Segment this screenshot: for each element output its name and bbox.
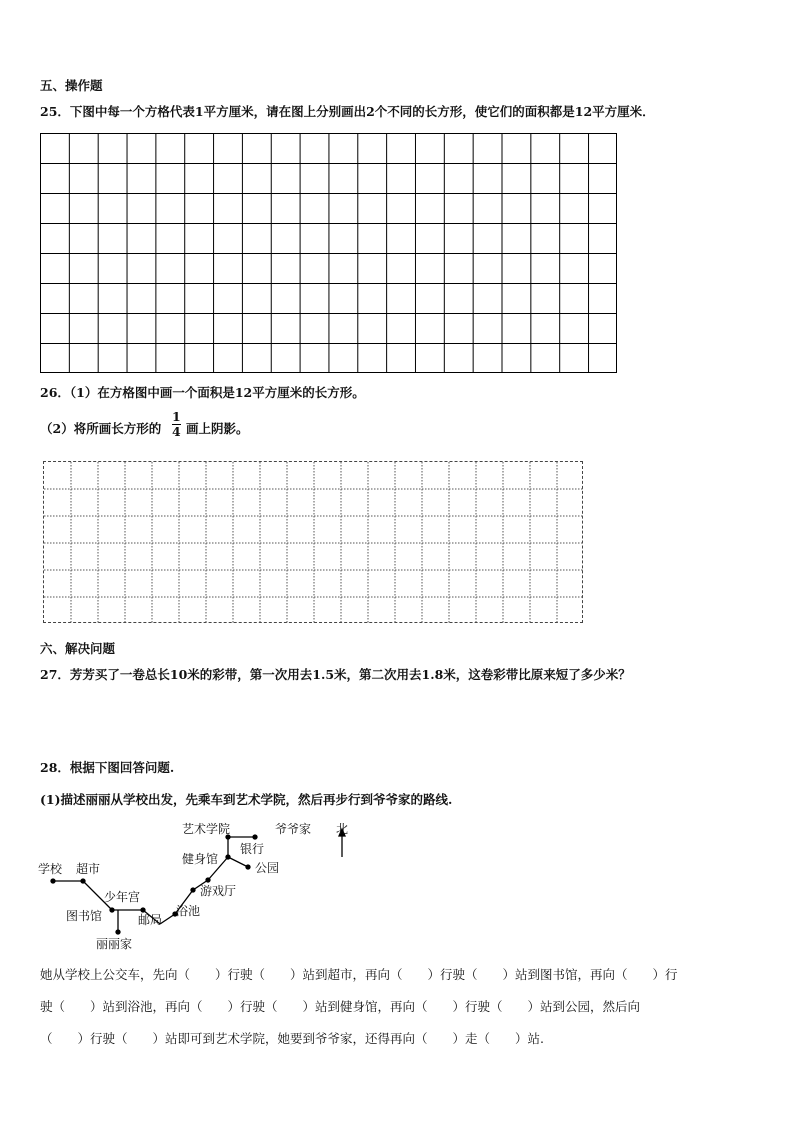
question-28-part1: (1)描述丽丽从学校出发，先乘车到艺术学院，然后再步行到爷爷家的路线. — [40, 792, 453, 807]
fraction-one-quarter — [172, 410, 181, 439]
fraction-denominator: 4 — [172, 424, 181, 439]
section-title-problems: 六、解决问题 — [40, 641, 116, 656]
dotted-grid-lines — [44, 462, 584, 624]
map-label-arcade: 游戏厅 — [200, 884, 237, 898]
map-label-bath: 浴池 — [176, 904, 201, 918]
map-label-youth-palace: 少年宫 — [104, 890, 141, 904]
map-label-supermarket: 超市 — [76, 862, 101, 876]
question-25: 25．下图中每一个方格代表1平方厘米，请在图上分别画出2个不同的长方形，使它们的面积都是12平方厘米． — [40, 104, 655, 119]
question-26-part1: 26．（1）在方格图中画一个面积是12平方厘米的长方形。 — [40, 385, 365, 400]
map-label-art-academy: 艺术学院 — [182, 822, 231, 836]
question-26-part2-suffix: 画上阴影。 — [186, 421, 249, 436]
square-grid-q25[interactable] — [40, 133, 617, 373]
map-label-school: 学校 — [38, 862, 63, 876]
section-title-operations: 五、操作题 — [40, 78, 103, 93]
question-27: 27．芳芳买了一卷总长10米的彩带，第一次用去1.5米，第二次用去1.8米，这卷彩带比原来短了多少米？ — [40, 667, 631, 682]
question-28-fill-line3[interactable]: （ ）行驶（ ）站即可到艺术学院，她要到爷爷家，还得再向（ ）走（ ）站. — [40, 1031, 544, 1046]
map-label-post-office: 邮局 — [138, 913, 163, 927]
question-28-fill-line2[interactable]: 驶（ ）站到浴池，再向（ ）行驶（ ）站到健身馆，再向（ ）行驶（ ）站到公园，然后向 — [40, 999, 641, 1014]
question-28-title: 28．根据下图回答问题. — [40, 760, 175, 775]
dotted-grid-q26[interactable] — [43, 461, 583, 623]
map-label-gym: 健身馆 — [182, 852, 219, 866]
map-label-library: 图书馆 — [66, 909, 103, 923]
route-map — [30, 815, 370, 955]
question-28-fill-line1[interactable]: 她从学校上公交车，先向（ ）行驶（ ）站到超市，再向（ ）行驶（ ）站到图书馆，再向（ ）行 — [40, 967, 678, 982]
map-label-north: 北 — [336, 822, 349, 836]
map-label-lili-home: 丽丽家 — [96, 937, 133, 951]
map-label-grandpa-home: 爷爷家 — [275, 822, 312, 836]
map-label-bank: 银行 — [240, 842, 265, 856]
fraction-numerator: 1 — [172, 409, 181, 424]
map-label-park: 公园 — [255, 861, 280, 875]
question-26-part2-prefix: （2）将所画长方形的 — [40, 421, 162, 436]
